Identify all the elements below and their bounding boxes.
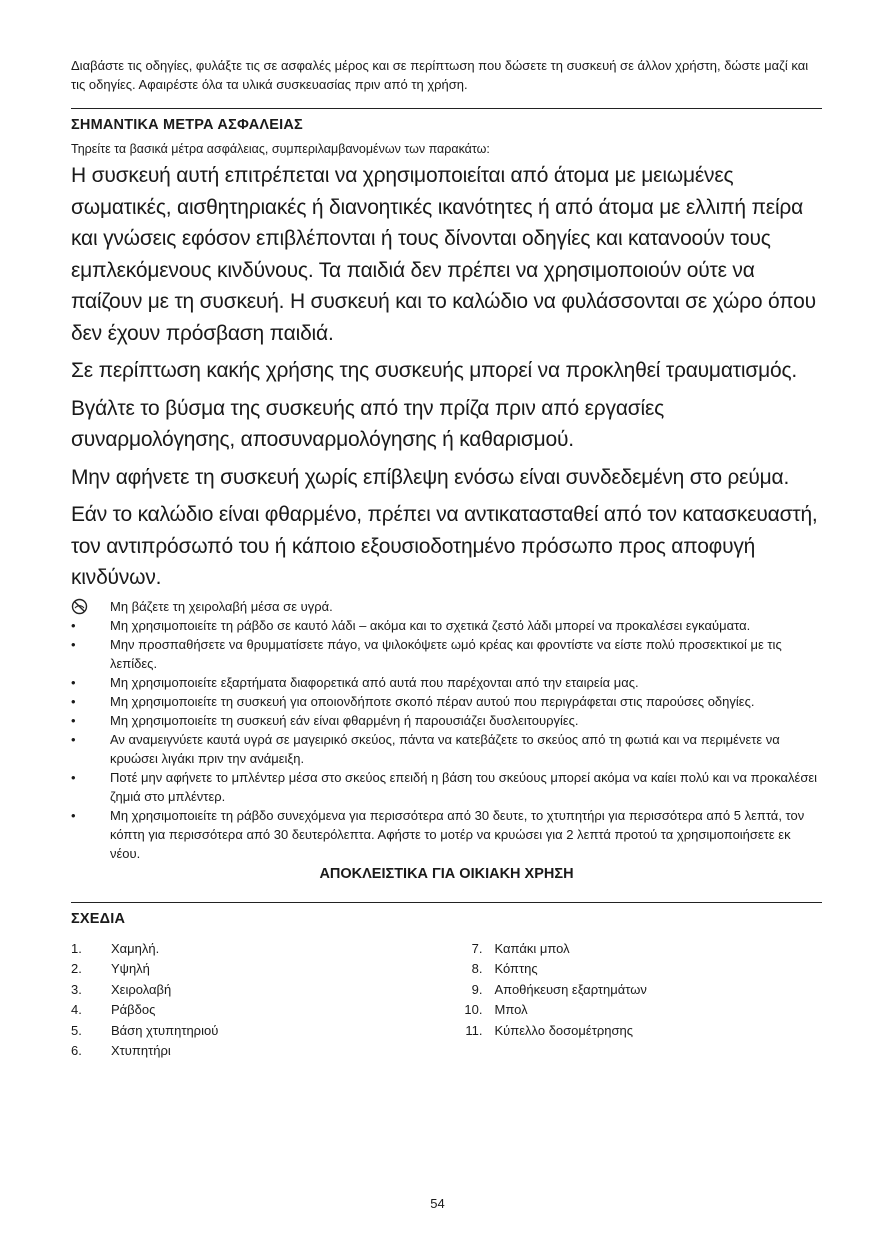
part-number: 7. [471,940,483,956]
list-item: • Μη χρησιμοποιείτε εξαρτήματα διαφορετικά από αυτά που παρέχονται από την εταιρεία μας. [71,674,639,690]
list-item: • Μη χρησιμοποιείτε τη ράβδο σε καυτό λάδι – ακόμα και το σχετικά ζεστό λάδι μπορεί να προκαλέσει εγκαύματα. [71,617,751,633]
part-number: 6. [71,1043,82,1058]
part-number: 1. [71,940,82,956]
section-divider [71,108,822,109]
part-item [447,939,823,960]
intro-text: Διαβάστε τις οδηγίες, φυλάξτε τις σε ασφαλές μέρος και σε περίπτωση που δώσετε τη συσκευή σε άλλον χρήστη, δώστε μαζί και τις οδηγίες. Αφαιρέστε όλα τα υλικά συσκευασίας πριν από τη χρήση. [71,58,809,92]
part-label: Χτυπητήρι [111,1043,171,1058]
safety-heading: ΣΗΜΑΝΤΙΚΑ ΜΕΤΡΑ ΑΣΦΑΛΕΙΑΣ [71,117,303,133]
part-item [447,1021,823,1042]
safety-paragraphs [71,160,822,594]
section-divider [71,902,822,903]
part-label: Κόπτης [494,961,538,976]
household-use-note: ΑΠΟΚΛΕΙΣΤΙΚΑ ΓΙΑ ΟΙΚΙΑΚΗ ΧΡΗΣΗ [319,865,574,882]
part-label: Μπολ [494,1002,528,1017]
part-label: Καπάκι μπολ [494,940,570,956]
manual-page [71,56,822,1062]
part-label: Χαμηλή. [111,940,160,956]
page-number: 54 [430,1196,445,1211]
part-item [71,1021,447,1042]
part-number: 2. [71,961,82,976]
part-label: Χειρολαβή [111,981,172,997]
list-item [71,597,822,616]
list-item-text: Μη χρησιμοποιείτε τη ράβδο συνεχόμενα για περισσότερα από 30 δευτε, το χτυπητήρι για περισσότερα από 5 λεπτά, τον κόπτη για περισσότερα από 30 δευτερόλεπτα. Αφήστε το μοτέρ να κρυώσει για 2 λεπτά προτού τα χρησιμοποιήσετε εκ νέου. [110,807,805,861]
parts-column-left [71,939,447,1062]
part-number: 9. [471,981,483,997]
safety-bullet-list [71,597,822,863]
part-item [447,980,823,1001]
part-item [71,980,447,1001]
part-item [71,959,447,980]
part-item [71,1041,447,1062]
list-item-text: Μη χρησιμοποιείτε τη ράβδο σε καυτό λάδι – ακόμα και το σχετικά ζεστό λάδι μπορεί να προκαλέσει εγκαύματα. [110,617,751,633]
part-item [71,1000,447,1021]
safety-paragraph: Βγάλτε το βύσμα της συσκευής από την πρίζα πριν από εργασίες συναρμολόγησης, αποσυναρμολόγησης ή καθαρισμού. [71,396,665,451]
part-number: 8. [471,961,483,976]
list-item-text: Μη βάζετε τη χειρολαβή μέσα σε υγρά. [110,598,333,614]
list-item: • Ποτέ μην αφήνετε το μπλέντερ μέσα στο σκεύος επειδή η βάση του σκεύους μπορεί ακόμα να καίει πολύ και να προκαλέσει ζημιά στο μπλέντερ. [71,769,818,804]
list-item: • Μην προσπαθήσετε να θρυμματίσετε πάγο, να ψιλοκόψετε ωμό κρέας και φροντίστε να είστε πολύ προσεκτικοί με τις λεπίδες. [71,636,782,671]
list-item: • Μη χρησιμοποιείτε τη συσκευή εάν είναι φθαρμένη ή παρουσιάζει δυσλειτουργίες. [71,712,579,728]
list-item-text: Ποτέ μην αφήνετε το μπλέντερ μέσα στο σκεύος επειδή η βάση του σκεύους μπορεί ακόμα να καίει πολύ και να προκαλέσει ζημιά στο μπλέντερ. [110,769,818,804]
part-item [447,1000,823,1021]
part-label: Κύπελλο δοσομέτρησης [494,1022,633,1038]
safety-paragraph: Η συσκευή αυτή επιτρέπεται να χρησιμοποιείται από άτομα με μειωμένες σωματικές, αισθητηριακές ή διανοητικές ικανότητες ή από άτομα με ελλιπή πείρα και γνώσεις εφόσον επιβλέπονται ή τους δίνονται οδηγίες και κατανοούν τους εμπλεκόμενους κινδύνους. Τα παιδιά δεν πρέπει να χρησιμοποιούν ούτε να παίζουν με τη συσκευή. Η συσκευή και το καλώδιο να φυλάσσονται σε χώρο όπου δεν έχουν πρόσβαση παιδιά. [71,164,816,345]
list-item: • Αν αναμειγνύετε καυτά υγρά σε μαγειρικό σκεύος, πάντα να κατεβάζετε το σκεύος από τη φωτιά και να περιμένετε να κρυώσει λιγάκι πριν την ανάμειξη. [71,731,780,766]
part-item [71,939,447,960]
part-number: 11. [465,1022,483,1038]
parts-column-right [447,939,823,1062]
list-item-text: Αν αναμειγνύετε καυτά υγρά σε μαγειρικό σκεύος, πάντα να κατεβάζετε το σκεύος από τη φωτιά και να περιμένετε να κρυώσει λιγάκι πριν την ανάμειξη. [110,731,780,766]
list-item: • Μη χρησιμοποιείτε τη συσκευή για οποιονδήποτε σκοπό πέραν αυτού που περιγράφεται στις παρούσες οδηγίες. [71,693,755,709]
parts-list [71,939,822,1062]
part-number: 4. [71,1002,82,1017]
part-item [447,959,823,980]
list-item-text: Μη χρησιμοποιείτε εξαρτήματα διαφορετικά από αυτά που παρέχονται από την εταιρεία μας. [110,674,639,690]
list-item-text: Μη χρησιμοποιείτε τη συσκευή εάν είναι φθαρμένη ή παρουσιάζει δυσλειτουργίες. [110,712,579,728]
part-label: Υψηλή [111,961,150,976]
part-number: 3. [71,981,82,997]
list-item-text: Μην προσπαθήσετε να θρυμματίσετε πάγο, να ψιλοκόψετε ωμό κρέας και φροντίστε να είστε πολύ προσεκτικοί με τις λεπίδες. [110,636,782,671]
safety-paragraph: Σε περίπτωση κακής χρήσης της συσκευής μπορεί να προκληθεί τραυματισμός. [71,359,798,382]
part-label: Αποθήκευση εξαρτημάτων [494,981,647,997]
list-item: • Μη χρησιμοποιείτε τη ράβδο συνεχόμενα για περισσότερα από 30 δευτε, το χτυπητήρι για περισσότερα από 5 λεπτά, τον κόπτη για περισσότερα από 30 δευτερόλεπτα. Αφήστε το μοτέρ να κρυώσει για 2 λεπτά προτού τα χρησιμοποιήσετε εκ νέου. [71,807,805,861]
safety-paragraph: Μην αφήνετε τη συσκευή χωρίς επίβλεψη ενόσω είναι συνδεδεμένη στο ρεύμα. [71,465,790,489]
parts-heading: ΣΧΕΔΙΑ [71,910,126,927]
part-label: Βάση χτυπητηριού [111,1022,219,1038]
list-item-text: Μη χρησιμοποιείτε τη συσκευή για οποιονδήποτε σκοπό πέραν αυτού που περιγράφεται στις παρούσες οδηγίες. [110,693,755,709]
safety-subtitle: Τηρείτε τα βασικά μέτρα ασφάλειας, συμπεριλαμβανομένων των παρακάτω: [71,142,490,156]
part-number: 10. [464,1002,483,1017]
safety-paragraph: Εάν το καλώδιο είναι φθαρμένο, πρέπει να αντικατασταθεί από τον κατασκευαστή, τον αντιπρόσωπό του ή κάποιο εξουσιοδοτημένο πρόσωπο προς αποφυγή κινδύνων. [71,503,818,589]
part-label: Ράβδος [111,1002,156,1017]
part-number: 5. [71,1022,82,1038]
